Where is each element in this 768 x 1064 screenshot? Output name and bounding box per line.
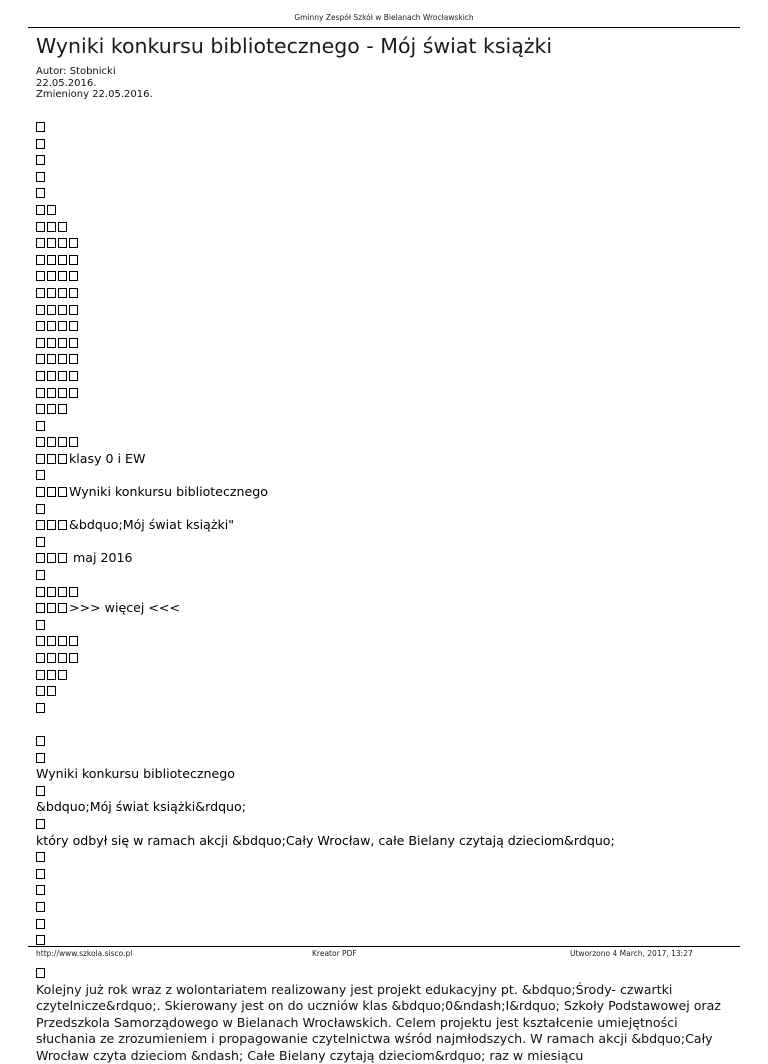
missing-glyph-box [36, 172, 45, 182]
missing-glyph-box [36, 653, 45, 663]
missing-glyph-box [36, 570, 45, 580]
missing-glyph-box [47, 255, 56, 265]
missing-glyph-box [69, 271, 78, 281]
footer-url: http://www.szkola.sisco.pl [36, 949, 133, 958]
missing-glyph-box [47, 404, 56, 414]
missing-glyph-box [36, 520, 45, 530]
article-date: 22.05.2016. [36, 77, 97, 89]
body-line [36, 434, 736, 451]
page-header-school: Gminny Zespół Szkół w Bielanach Wrocławskich [294, 13, 474, 22]
article-body [36, 119, 736, 1064]
body-line [36, 750, 736, 767]
body-line [36, 302, 736, 319]
missing-glyph-box [47, 305, 56, 315]
article-meta [36, 66, 153, 101]
missing-glyph-box [58, 670, 67, 680]
missing-glyph-box [36, 354, 45, 364]
body-line [36, 600, 736, 617]
missing-glyph-box [47, 636, 56, 646]
missing-glyph-box [36, 222, 45, 232]
body-line-text: maj 2016 [69, 550, 133, 566]
missing-glyph-box [69, 653, 78, 663]
body-line [36, 368, 736, 385]
missing-glyph-box [36, 703, 45, 713]
body-line [36, 633, 736, 650]
missing-glyph-box [58, 454, 67, 464]
missing-glyph-box [69, 255, 78, 265]
body-line [36, 418, 736, 435]
missing-glyph-box [47, 653, 56, 663]
body-line [36, 733, 736, 750]
body-line [36, 617, 736, 634]
missing-glyph-box [58, 653, 67, 663]
missing-glyph-box [47, 388, 56, 398]
missing-glyph-box [36, 736, 45, 746]
missing-glyph-box [58, 321, 67, 331]
missing-glyph-box [58, 520, 67, 530]
body-line [36, 268, 736, 285]
body-line [36, 152, 736, 169]
body-line-text: &bdquo;Mój świat książki" [69, 517, 235, 533]
body-line [36, 235, 736, 252]
missing-glyph-box [36, 437, 45, 447]
missing-glyph-box [36, 305, 45, 315]
article-title: Wyniki konkursu bibliotecznego - Mój świat książki [36, 34, 553, 58]
missing-glyph-box [36, 321, 45, 331]
missing-glyph-box [36, 487, 45, 497]
body-line [36, 534, 736, 551]
missing-glyph-box [36, 338, 45, 348]
body-line [36, 136, 736, 153]
body-line [36, 584, 736, 601]
missing-glyph-box [58, 354, 67, 364]
missing-glyph-box [36, 686, 45, 696]
body-line [36, 716, 736, 733]
body-line [36, 766, 736, 783]
body-line [36, 185, 736, 202]
missing-glyph-box [47, 454, 56, 464]
missing-glyph-box [36, 968, 45, 978]
body-line [36, 965, 736, 982]
body-line [36, 849, 736, 866]
article-author: Autor: Stobnicki [36, 66, 116, 77]
body-line [36, 866, 736, 883]
missing-glyph-box [36, 753, 45, 763]
missing-glyph-box [36, 139, 45, 149]
body-line [36, 882, 736, 899]
body-line [36, 783, 736, 800]
body-line [36, 683, 736, 700]
missing-glyph-box [58, 238, 67, 248]
missing-glyph-box [36, 205, 45, 215]
missing-glyph-box [47, 587, 56, 597]
body-line [36, 335, 736, 352]
missing-glyph-box [69, 354, 78, 364]
missing-glyph-box [69, 305, 78, 315]
missing-glyph-box [36, 869, 45, 879]
missing-glyph-box [36, 919, 45, 929]
missing-glyph-box [47, 354, 56, 364]
body-line [36, 550, 736, 567]
missing-glyph-box [47, 670, 56, 680]
body-line [36, 252, 736, 269]
missing-glyph-box [47, 288, 56, 298]
missing-glyph-box [36, 238, 45, 248]
missing-glyph-box [58, 587, 67, 597]
body-line [36, 351, 736, 368]
missing-glyph-box [47, 371, 56, 381]
body-line-text: który odbył się w ramach akcji &bdquo;Cały Wrocław, całe Bielany czytają dzieciom&rdquo; [36, 832, 615, 848]
missing-glyph-box [36, 288, 45, 298]
body-line [36, 517, 736, 534]
missing-glyph-box [58, 222, 67, 232]
missing-glyph-box [47, 553, 56, 563]
missing-glyph-box [36, 371, 45, 381]
missing-glyph-box [58, 553, 67, 563]
missing-glyph-box [36, 470, 45, 480]
body-line [36, 318, 736, 335]
missing-glyph-box [36, 388, 45, 398]
body-line-text: &bdquo;Mój świat książki&rdquo; [36, 799, 246, 815]
body-line [36, 899, 736, 916]
missing-glyph-box [69, 587, 78, 597]
missing-glyph-box [36, 852, 45, 862]
missing-glyph-box [36, 587, 45, 597]
body-line [36, 484, 736, 501]
body-line [36, 816, 736, 833]
missing-glyph-box [58, 338, 67, 348]
body-line [36, 385, 736, 402]
missing-glyph-box [69, 636, 78, 646]
body-line [36, 799, 736, 816]
missing-glyph-box [69, 238, 78, 248]
body-line [36, 401, 736, 418]
body-line-text: Wyniki konkursu bibliotecznego [69, 484, 268, 500]
footer-created: Utworzono 4 March, 2017, 13:27 [570, 949, 693, 958]
body-line [36, 700, 736, 717]
missing-glyph-box [58, 255, 67, 265]
body-line [36, 650, 736, 667]
body-line [36, 833, 736, 850]
missing-glyph-box [47, 222, 56, 232]
missing-glyph-box [36, 885, 45, 895]
missing-glyph-box [47, 520, 56, 530]
body-line [36, 285, 736, 302]
body-line [36, 169, 736, 186]
body-paragraph: Kolejny już rok wraz z wolontariatem realizowany jest projekt edukacyjny pt. &bdquo;Środy- czwartki czytelnicze&rdquo;. Skierowany jest on do uczniów klas &bdquo;0&ndash;I&rdquo; Szkoły Podstawowej oraz Przedszkola Samorządowego w Bielanach Wrocławskich. Celem projektu jest kształcenie umiejętności słuchania ze zrozumieniem i propagowanie czytelnictwa wśród najmłodszych. W ramach akcji &bdquo;Cały Wrocław czyta dzieciom &ndash; Całe Bielany czytają dzieciom&rdquo; raz w miesiącu [36, 981, 721, 1063]
missing-glyph-box [36, 636, 45, 646]
body-line-text: klasy 0 i EW [69, 450, 146, 466]
missing-glyph-box [69, 288, 78, 298]
missing-glyph-box [58, 404, 67, 414]
missing-glyph-box [36, 271, 45, 281]
missing-glyph-box [36, 454, 45, 464]
missing-glyph-box [47, 238, 56, 248]
missing-glyph-box [69, 338, 78, 348]
missing-glyph-box [36, 553, 45, 563]
body-line [36, 219, 736, 236]
missing-glyph-box [47, 321, 56, 331]
missing-glyph-box [47, 603, 56, 613]
missing-glyph-box [36, 819, 45, 829]
missing-glyph-box [69, 437, 78, 447]
missing-glyph-box [69, 388, 78, 398]
missing-glyph-box [58, 603, 67, 613]
missing-glyph-box [36, 155, 45, 165]
body-line [36, 467, 736, 484]
missing-glyph-box [47, 487, 56, 497]
missing-glyph-box [36, 603, 45, 613]
body-line [36, 916, 736, 933]
missing-glyph-box [36, 786, 45, 796]
article-modified: Zmieniony 22.05.2016. [36, 89, 153, 100]
missing-glyph-box [36, 620, 45, 630]
footer-divider [28, 946, 740, 947]
missing-glyph-box [36, 537, 45, 547]
body-lines [36, 119, 736, 982]
missing-glyph-box [69, 371, 78, 381]
missing-glyph-box [58, 487, 67, 497]
missing-glyph-box [36, 188, 45, 198]
missing-glyph-box [47, 686, 56, 696]
body-line [36, 667, 736, 684]
missing-glyph-box [36, 504, 45, 514]
missing-glyph-box [58, 636, 67, 646]
body-line [36, 501, 736, 518]
missing-glyph-box [36, 670, 45, 680]
missing-glyph-box [58, 305, 67, 315]
body-line [36, 119, 736, 136]
missing-glyph-box [58, 288, 67, 298]
missing-glyph-box [69, 321, 78, 331]
footer-generator: Kreator PDF [312, 949, 357, 958]
missing-glyph-box [47, 338, 56, 348]
body-line [36, 451, 736, 468]
missing-glyph-box [36, 421, 45, 431]
missing-glyph-box [36, 935, 45, 945]
body-line [36, 202, 736, 219]
missing-glyph-box [47, 205, 56, 215]
header-divider [28, 27, 740, 28]
missing-glyph-box [58, 271, 67, 281]
body-line-text: Wyniki konkursu bibliotecznego [36, 766, 235, 782]
missing-glyph-box [36, 255, 45, 265]
missing-glyph-box [47, 271, 56, 281]
missing-glyph-box [58, 388, 67, 398]
missing-glyph-box [36, 902, 45, 912]
body-line-text: >>> więcej <<< [69, 600, 181, 616]
missing-glyph-box [36, 404, 45, 414]
missing-glyph-box [58, 437, 67, 447]
missing-glyph-box [36, 122, 45, 132]
body-line [36, 567, 736, 584]
missing-glyph-box [58, 371, 67, 381]
missing-glyph-box [47, 437, 56, 447]
